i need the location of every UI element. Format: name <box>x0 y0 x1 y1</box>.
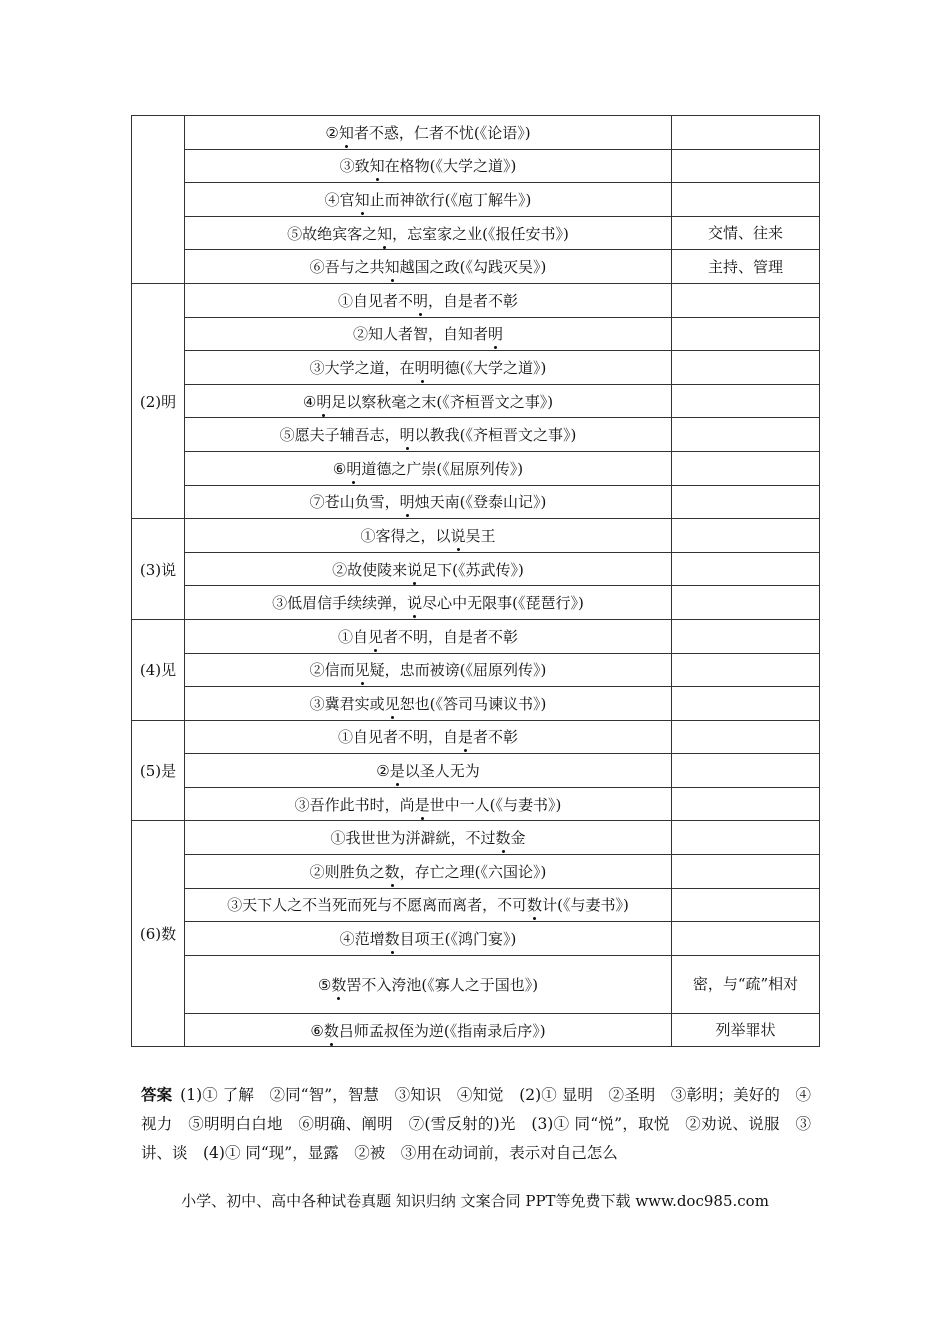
index-number: ③ <box>339 157 355 176</box>
answer-cell <box>672 687 820 721</box>
answer-cell <box>672 451 820 485</box>
sentence-text: 足以察秋毫之末(《齐桓晋文之事》) <box>331 392 554 411</box>
dotted-word: 明 <box>413 291 429 310</box>
sentence-cell <box>185 888 672 922</box>
answer-cell <box>672 384 820 418</box>
index-number: ⑥ <box>332 459 347 478</box>
sentence-text: 客得之，以 <box>375 526 451 545</box>
answer-cell <box>672 283 820 317</box>
answer-cell <box>672 754 820 788</box>
sentence-text: 苍山负雪， <box>324 493 400 512</box>
table-row <box>132 586 820 620</box>
sentence-cell <box>185 821 672 855</box>
sentence-text: 在格物(《大学之道》) <box>384 157 517 176</box>
answer-cell <box>672 888 820 922</box>
dotted-word: 知 <box>377 224 393 243</box>
sentence-text: 计(《与妻书》) <box>542 896 629 915</box>
answer-cell <box>672 619 820 653</box>
sentence-cell <box>185 485 672 519</box>
dotted-word: 知 <box>384 258 400 277</box>
sentence-text: ，自是者不彰 <box>428 291 519 310</box>
answer-paragraph <box>141 1080 811 1168</box>
table-row <box>132 720 820 754</box>
answer-cell <box>672 821 820 855</box>
table-row <box>132 149 820 183</box>
sentence-text: 吾与之共 <box>324 258 385 277</box>
sentence-cell <box>185 787 672 821</box>
index-number: ④ <box>302 392 317 411</box>
sentence-text: 官 <box>339 190 355 209</box>
sentence-cell <box>185 384 672 418</box>
table-row <box>132 216 820 250</box>
sentence-cell <box>185 855 672 889</box>
sentence-cell <box>185 687 672 721</box>
sentence-cell <box>185 317 672 351</box>
index-number: ⑤ <box>279 426 295 445</box>
answer-cell <box>672 485 820 519</box>
sentence-text: 故使陵来 <box>347 560 408 579</box>
sentence-text: 故绝宾客之 <box>302 224 378 243</box>
sentence-cell <box>185 418 672 452</box>
answer-cell <box>672 922 820 956</box>
dotted-word: 明 <box>399 426 415 445</box>
index-number: ⑦ <box>309 493 325 512</box>
sentence-text: 罟不入洿池(《寡人之于国也》) <box>346 975 539 994</box>
index-number: ④ <box>339 930 355 949</box>
sentence-cell <box>185 653 672 687</box>
answer-cell <box>672 183 820 217</box>
sentence-text: 低眉信手续续弹， <box>287 594 408 613</box>
sentence-text: 止而神欲行(《庖丁解牛》) <box>369 190 532 209</box>
answer-cell <box>672 720 820 754</box>
answer-cell <box>672 351 820 385</box>
table-row <box>132 1013 820 1047</box>
index-number: ③ <box>227 896 243 915</box>
sentence-text: 以教我(《齐桓晋文之事》) <box>414 426 577 445</box>
dotted-word: 知 <box>354 190 370 209</box>
dotted-word: 说 <box>407 560 423 579</box>
answer-cell <box>672 116 820 150</box>
table-row <box>132 317 820 351</box>
dotted-word: 知 <box>369 157 385 176</box>
index-number: ③ <box>272 594 288 613</box>
sentence-text: 我世世为洴澼絖，不过 <box>345 829 496 848</box>
dotted-word: 见 <box>354 661 370 680</box>
word-cell: (5)是 <box>132 720 185 821</box>
sentence-cell <box>185 586 672 620</box>
dotted-word: 数 <box>495 829 511 848</box>
table-row <box>132 485 820 519</box>
sentence-text: 吕师孟叔侄为逆(《指南录后序》) <box>338 1021 546 1040</box>
sentence-text: ，存亡之理(《六国论》) <box>399 862 547 881</box>
dotted-word: 是 <box>458 728 474 747</box>
sentence-cell <box>185 552 672 586</box>
dotted-word: 见 <box>368 627 384 646</box>
dotted-word: 数 <box>384 862 400 881</box>
table-row <box>132 619 820 653</box>
sentence-text: 吾作此书时，尚 <box>309 795 415 814</box>
dotted-word: 数 <box>323 1021 339 1040</box>
word-cell: (4)见 <box>132 619 185 720</box>
sentence-text: 恕也(《答司马谏议书》) <box>399 694 547 713</box>
table-row <box>132 384 820 418</box>
answer-label: 答案 <box>141 1085 173 1104</box>
index-number: ④ <box>324 190 340 209</box>
dotted-word: 是 <box>389 762 405 781</box>
sentence-text: 范增 <box>354 930 385 949</box>
sentence-cell <box>185 922 672 956</box>
table-row <box>132 418 820 452</box>
sentence-text: 金 <box>510 829 526 848</box>
dotted-word: 数 <box>527 896 543 915</box>
index-number: ⑤ <box>317 975 332 994</box>
index-number: ③ <box>309 358 325 377</box>
sentence-cell <box>185 451 672 485</box>
sentence-text: 信而 <box>324 661 355 680</box>
answer-cell <box>672 787 820 821</box>
dotted-word: 说 <box>450 526 466 545</box>
sentence-text: 愿夫子辅吾志， <box>294 426 400 445</box>
answer-cell <box>672 552 820 586</box>
index-number: ⑥ <box>309 258 325 277</box>
answer-cell <box>672 586 820 620</box>
index-number: ① <box>337 728 353 747</box>
sentence-cell <box>185 619 672 653</box>
index-number: ⑤ <box>287 224 303 243</box>
table-row <box>132 552 820 586</box>
sentence-text: 足下(《苏武传》) <box>422 560 524 579</box>
dotted-word: 知 <box>338 123 354 142</box>
table-row <box>132 787 820 821</box>
index-number: ① <box>337 627 353 646</box>
table-row <box>132 922 820 956</box>
sentence-text: 大学之道，在 <box>324 358 415 377</box>
dotted-word: 数 <box>331 975 347 994</box>
table-row <box>132 955 820 1013</box>
answer-cell: 交情、往来 <box>672 216 820 250</box>
dotted-word: 明 <box>488 325 504 344</box>
sentence-text: 者不惑，仁者不忧(《论语》) <box>353 123 531 142</box>
dotted-word: 数 <box>384 930 400 949</box>
sentence-cell <box>185 955 672 1013</box>
sentence-text: ，忘室家之业(《报任安书》) <box>392 224 569 243</box>
sentence-cell <box>185 754 672 788</box>
dotted-word: 明 <box>346 459 362 478</box>
sentence-text: 者不明，自是者不彰 <box>383 627 519 646</box>
sentence-cell <box>185 283 672 317</box>
sentence-text: 明德(《大学之道》) <box>429 358 547 377</box>
page-footer: 小学、初中、高中各种试卷真题 知识归纳 文案合同 PPT等免费下载 www.doc985.com <box>181 1192 769 1210</box>
index-number: ① <box>337 291 353 310</box>
sentence-text: 则胜负之 <box>324 862 385 881</box>
sentence-text: 以圣人无为 <box>404 762 480 781</box>
sentence-cell <box>185 1013 672 1047</box>
index-number: ② <box>325 123 339 142</box>
table-row <box>132 351 820 385</box>
answer-cell <box>672 519 820 553</box>
sentence-text: 致 <box>354 157 370 176</box>
table-row <box>132 855 820 889</box>
sentence-text: 越国之政(《勾践灭吴》) <box>399 258 547 277</box>
sentence-text: 冀君实或 <box>324 694 385 713</box>
index-number: ② <box>332 560 348 579</box>
index-number: ⑥ <box>310 1021 324 1040</box>
table-row <box>132 116 820 150</box>
sentence-text: 天下人之不当死而死与不愿离而离者，不可 <box>242 896 528 915</box>
sentence-cell <box>185 519 672 553</box>
answer-cell <box>672 653 820 687</box>
dotted-word: 明 <box>316 392 332 411</box>
answer-cell <box>672 317 820 351</box>
sentence-cell <box>185 250 672 284</box>
table-row <box>132 821 820 855</box>
sentence-text: 尽心中无限事(《琵琶行》) <box>422 594 584 613</box>
index-number: ② <box>376 762 390 781</box>
table-row <box>132 888 820 922</box>
sentence-cell <box>185 216 672 250</box>
index-number: ① <box>330 829 346 848</box>
sentence-cell <box>185 183 672 217</box>
answer-cell <box>672 418 820 452</box>
index-number: ② <box>309 661 325 680</box>
sentence-cell <box>185 351 672 385</box>
sentence-text: 自见者不明，自 <box>352 728 458 747</box>
answer-text: (1)① 了解 ②同“智”，智慧 ③知识 ④知觉 (2)① 显明 ②圣明 ③彰明；美好的 ④视力 ⑤明明白白地 ⑥明确、阐明 ⑦(雪反射的)光 (3)① 同“悦”，取悦 ②劝说、说服 ③讲、谈 (4)① 同“现”，显露 ②被 ③用在动词前，表示对自己怎么 <box>141 1086 812 1162</box>
index-number: ② <box>352 325 368 344</box>
sentence-text: 自见者不 <box>352 291 413 310</box>
sentence-cell <box>185 720 672 754</box>
answer-cell: 主持、管理 <box>672 250 820 284</box>
table-row <box>132 451 820 485</box>
index-number: ③ <box>294 795 310 814</box>
sentence-cell <box>185 149 672 183</box>
table-row <box>132 687 820 721</box>
dotted-word: 说 <box>407 594 423 613</box>
word-meaning-table <box>131 115 820 1047</box>
table-row <box>132 653 820 687</box>
sentence-text: 目项王(《鸿门宴》) <box>399 930 517 949</box>
sentence-text: 自 <box>352 627 368 646</box>
index-number: ① <box>360 526 376 545</box>
table-row <box>132 519 820 553</box>
answer-cell: 列举罪状 <box>672 1013 820 1047</box>
dotted-word: 明 <box>399 493 415 512</box>
table-row <box>132 183 820 217</box>
sentence-text: 者不彰 <box>473 728 519 747</box>
answer-cell <box>672 855 820 889</box>
table-row <box>132 250 820 284</box>
answer-cell: 密，与“疏”相对 <box>672 955 820 1013</box>
word-cell: (3)说 <box>132 519 185 620</box>
dotted-word: 是 <box>414 795 430 814</box>
index-number: ② <box>309 862 325 881</box>
sentence-text: 疑，忠而被谤(《屈原列传》) <box>369 661 547 680</box>
word-cell <box>132 116 185 284</box>
sentence-text: 吴王 <box>465 526 496 545</box>
table-row <box>132 754 820 788</box>
answer-cell <box>672 149 820 183</box>
word-cell: (2)明 <box>132 283 185 518</box>
sentence-text: 烛天南(《登泰山记》) <box>414 493 547 512</box>
table-row <box>132 283 820 317</box>
dotted-word: 见 <box>384 694 400 713</box>
word-cell: (6)数 <box>132 821 185 1047</box>
sentence-cell <box>185 116 672 150</box>
sentence-text: 道德之广崇(《屈原列传》) <box>361 459 524 478</box>
sentence-text: 世中一人(《与妻书》) <box>429 795 562 814</box>
sentence-text: 知人者智，自知者 <box>367 325 488 344</box>
dotted-word: 明 <box>414 358 430 377</box>
index-number: ③ <box>309 694 325 713</box>
